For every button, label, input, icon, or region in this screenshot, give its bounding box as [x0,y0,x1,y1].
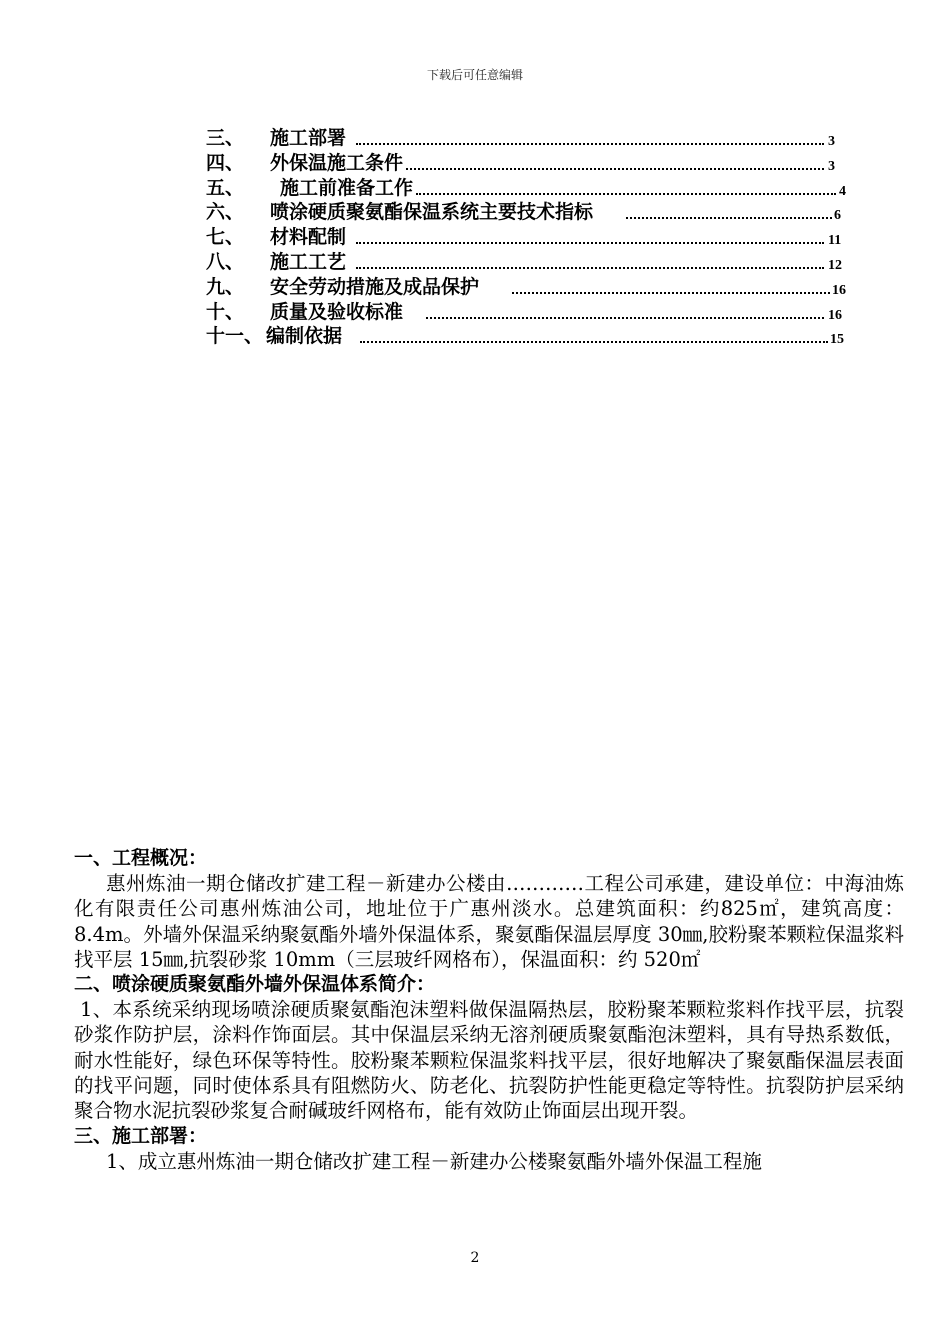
toc-page: 16 [832,282,846,298]
section-heading: 一、工程概况： [74,847,208,869]
toc-title: 施工部署 [270,127,347,149]
toc-title: 施工前准备工作 [280,176,414,199]
header-note: 下载后可任意编辑 [426,68,523,82]
toc-page: 4 [839,183,846,199]
toc-entry[interactable] [206,200,856,225]
section-heading: 三、施工部署： [74,1124,208,1147]
toc-number: 十一、 [206,325,264,348]
toc-title: 编制依据 [266,325,343,348]
toc-title: 喷涂硬质聚氨酯保温系统主要技术指标 [270,201,594,224]
toc-page: 12 [828,257,842,273]
toc-title: 施工工艺 [270,250,347,273]
document-body [74,846,904,1174]
toc-entry[interactable] [206,250,856,275]
section-paragraph: 惠州炼油一期仓储改扩建工程－新建办公楼由…………工程公司承建，建设单位：中海油炼化有限责任公司惠州炼油公司，地址位于广惠州淡水。总建筑面积：约825㎡，建筑高度：8.4m。外墙外保温采纳聚氨酯外墙外保温体系，聚氨酯保温层厚度 30㎜,胶粉聚苯颗粒保温浆料找平层 15㎜,抗裂砂浆 10mm（三层玻纤网格布），保温面积：约 520㎡ [74,872,904,971]
toc-leader [512,284,830,294]
toc-leader [356,234,824,244]
toc-number: 三、 [206,127,245,149]
section-paragraph: 1、成立惠州炼油一期仓储改扩建工程－新建办公楼聚氨酯外墙外保温工程施 [106,1149,762,1173]
toc-entry[interactable] [206,324,856,349]
toc-leader [626,209,832,219]
toc-page: 3 [828,158,835,174]
toc-page: 3 [828,134,835,149]
toc-entry[interactable] [206,126,856,151]
toc-leader [356,135,824,145]
toc-title: 外保温施工条件 [270,151,404,174]
toc-number: 八、 [206,250,245,273]
toc-page: 16 [828,307,842,323]
section-heading: 二、喷涂硬质聚氨酯外墙外保温体系简介： [74,973,436,996]
toc-title: 安全劳动措施及成品保护 [270,275,480,298]
toc-number: 九、 [206,275,245,298]
table-of-contents [206,126,856,349]
page-number: 2 [470,1250,480,1266]
toc-leader [406,160,824,170]
toc-entry[interactable] [206,275,856,300]
toc-page: 6 [834,208,841,224]
toc-number: 六、 [206,201,245,224]
section-paragraph: 1、本系统采纳现场喷涂硬质聚氨酯泡沫塑料做保温隔热层，胶粉聚苯颗粒浆料作找平层，抗裂砂浆作防护层，涂料作饰面层。其中保温层采纳无溶剂硬质聚氨酯泡沫塑料，具有导热系数低，耐水性能好，绿色环保等特性。胶粉聚苯颗粒保温浆料找平层，很好地解决了聚氨酯保温层表面的找平问题，同时使体系具有阻燃防火、防老化、抗裂防护性能更稳定等特性。抗裂防护层采纳聚合物水泥抗裂砂浆复合耐碱玻纤网格布，能有效防止饰面层出现开裂。 [74,998,904,1123]
toc-page: 11 [828,233,842,249]
toc-number: 七、 [206,226,245,249]
toc-number: 四、 [206,151,245,174]
toc-leader [416,185,836,195]
toc-entry[interactable] [206,225,856,250]
toc-number: 十、 [206,300,245,323]
toc-entry[interactable] [206,151,856,176]
toc-page: 15 [830,332,844,348]
toc-leader [426,309,824,319]
toc-entry[interactable] [206,300,856,325]
toc-title: 质量及验收标准 [270,300,404,323]
toc-entry[interactable] [206,176,856,201]
toc-leader [360,333,828,343]
toc-number: 五、 [206,176,245,199]
toc-leader [356,259,824,269]
toc-title: 材料配制 [270,226,347,249]
